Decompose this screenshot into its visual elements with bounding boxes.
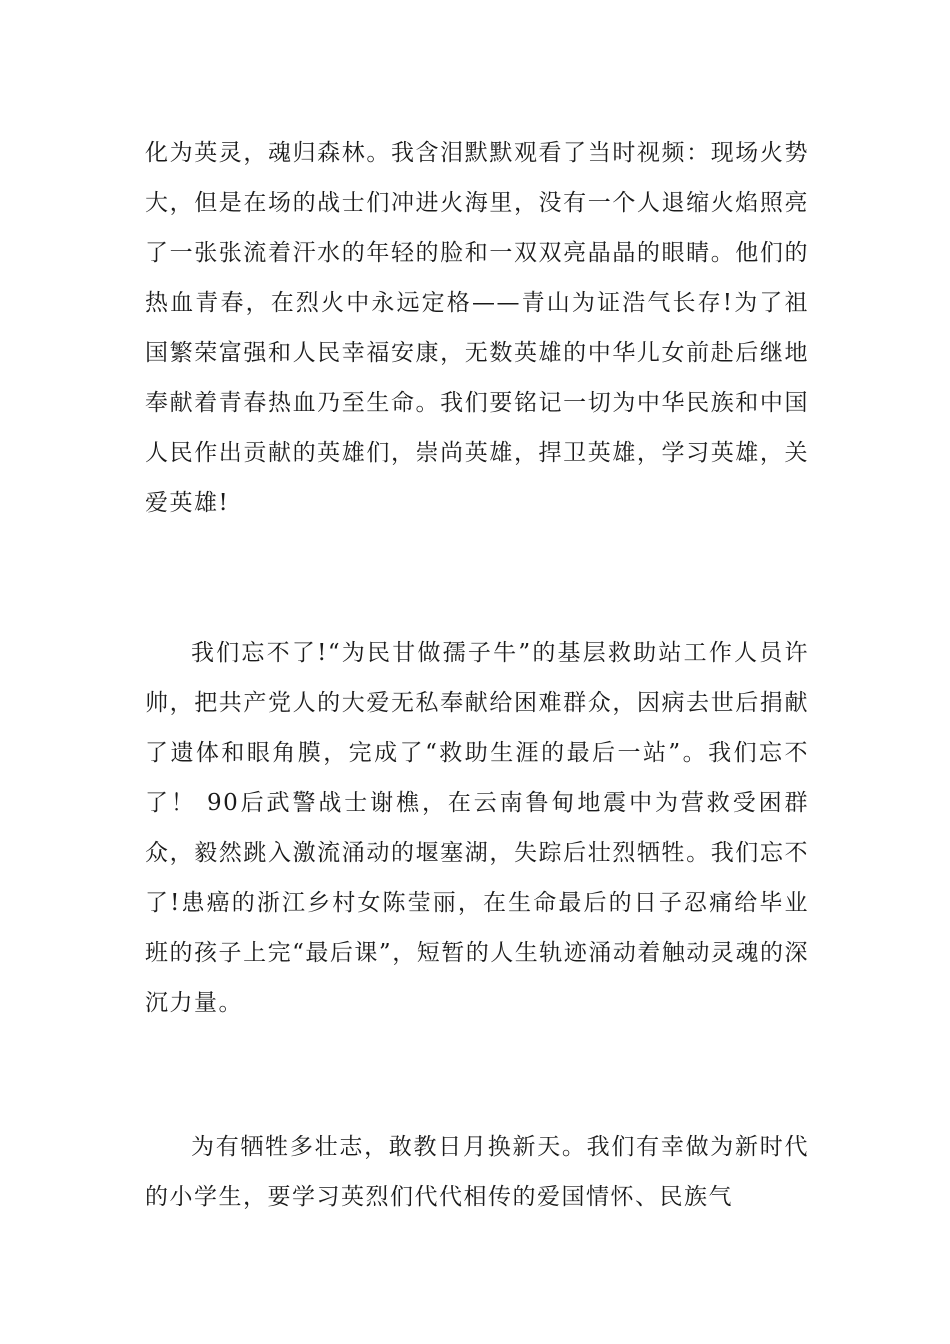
paragraph-2: 我们忘不了!“为民甘做孺子牛”的基层救助站工作人员许帅，把共产党人的大爱无私奉献给困难群众，因病去世后捐献了遗体和眼角膜，完成了“救助生涯的最后一站”。我们忘不了！ 90后武警战士谢樵，在云南鲁甸地震中为营救受困群众，毅然跳入激流涌动的堰塞湖，失踪后壮烈牺牲。我们忘不了!患癌的浙江乡村女陈莹丽，在生命最后的日子忍痛给毕业班的孩子上完“最后课”，短暂的人生轨迹涌动着触动灵魂的深沉力量。 (145, 640, 809, 1016)
paragraph-1: 化为英灵，魂归森林。我含泪默默观看了当时视频：现场火势大，但是在场的战士们冲进火海里，没有一个人退缩火焰照亮了一张张流着汗水的年轻的脸和一双双亮晶晶的眼睛。他们的热血青春，在烈火中永远定格——青山为证浩气长存!为了祖国繁荣富强和人民幸福安康，无数英雄的中华儿女前赴后继地奉献着青春热血乃至生命。我们要铭记一切为中华民族和中国人民作出贡献的英雄们，崇尚英雄，捍卫英雄，学习英雄，关爱英雄! (145, 140, 809, 516)
paragraph-3: 为有牺牲多壮志，敢教日月换新天。我们有幸做为新时代的小学生，要学习英烈们代代相传的爱国情怀、民族气 (145, 1134, 809, 1210)
